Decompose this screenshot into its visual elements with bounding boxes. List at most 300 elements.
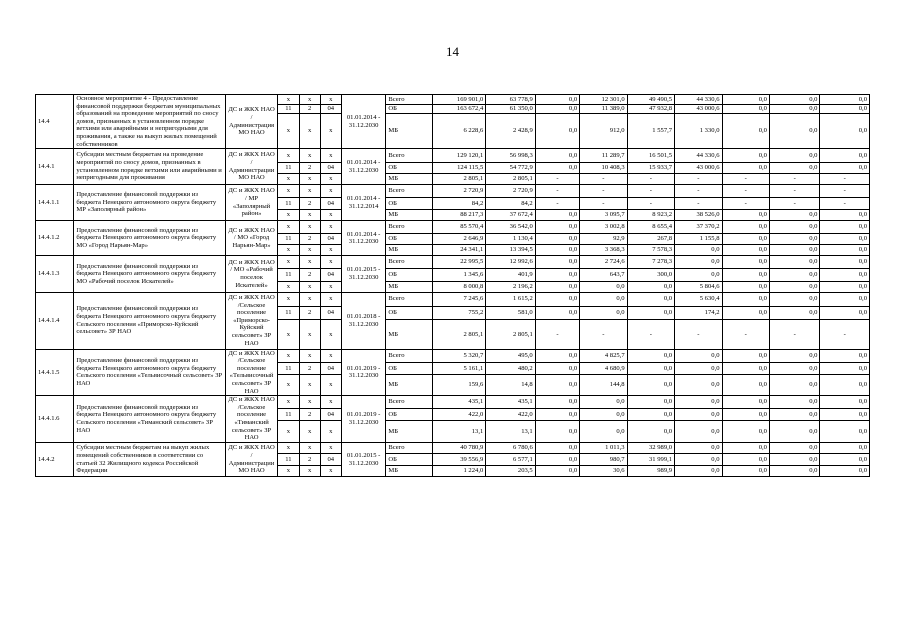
amount-cell: 0,0 (769, 210, 819, 221)
amount-cell: 0,0 (769, 221, 819, 234)
amount-cell: 6 577,1 (486, 454, 535, 466)
budget-code-cell: 11 (278, 454, 299, 466)
budget-code-cell: 04 (320, 198, 341, 210)
budget-code-cell: 11 (278, 408, 299, 420)
amount-cell: 3 002,8 (580, 221, 627, 234)
amount-cell: 0,0 (722, 245, 769, 256)
budget-code-cell: x (278, 221, 299, 234)
amount-cell: 480,2 (486, 363, 535, 375)
amount-cell: 0,0 (769, 269, 819, 282)
amount-cell: 2 724,6 (580, 256, 627, 269)
amount-cell: 129 120,1 (432, 149, 486, 163)
funding-source: Всего (386, 95, 432, 105)
amount-cell: 0,0 (722, 396, 769, 409)
amount-cell: 0,0 (627, 396, 674, 409)
row-executor: ДС и ЖКХ НАО / Администрации МО НАО (225, 442, 278, 477)
funding-source: ОБ (386, 363, 432, 375)
budget-code-cell: 11 (278, 233, 299, 245)
amount-cell: - (580, 185, 627, 198)
amount-cell: 980,7 (580, 454, 627, 466)
amount-cell: 24 341,1 (432, 245, 486, 256)
amount-cell: 0,0 (722, 104, 769, 114)
amount-cell: - (769, 320, 819, 350)
amount-cell: - (535, 198, 579, 210)
amount-cell: 0,0 (627, 349, 674, 363)
amount-cell: 0,0 (820, 396, 870, 409)
amount-cell: 0,0 (769, 363, 819, 375)
budget-code-cell: x (278, 256, 299, 269)
amount-cell: 0,0 (535, 349, 579, 363)
amount-cell: 5 320,7 (432, 349, 486, 363)
budget-code-cell: 04 (320, 269, 341, 282)
budget-code-cell: x (299, 320, 320, 350)
amount-cell: 0,0 (722, 375, 769, 396)
amount-cell: 0,0 (769, 292, 819, 306)
amount-cell: 0,0 (722, 281, 769, 292)
amount-cell: 0,0 (675, 375, 722, 396)
amount-cell: - (820, 185, 870, 198)
budget-code-cell: 2 (299, 162, 320, 174)
amount-cell: 0,0 (769, 420, 819, 442)
amount-cell: 6 780,6 (486, 442, 535, 454)
amount-cell: 0,0 (722, 233, 769, 245)
budget-code-cell: x (320, 95, 341, 105)
amount-cell: 0,0 (580, 292, 627, 306)
amount-cell: 0,0 (675, 465, 722, 477)
row-executor: ДС и ЖКХ НАО /Сельское поселение «Приморско-Куйский сельсовет» ЗР НАО (225, 292, 278, 349)
amount-cell: - (535, 174, 579, 185)
amount-cell: 0,0 (820, 210, 870, 221)
funding-source: ОБ (386, 408, 432, 420)
amount-cell: 4 680,9 (580, 363, 627, 375)
funding-source: МБ (386, 174, 432, 185)
budget-code-cell: x (278, 396, 299, 409)
amount-cell: 0,0 (627, 363, 674, 375)
amount-cell: - (580, 174, 627, 185)
amount-cell: 0,0 (580, 408, 627, 420)
amount-cell: 144,8 (580, 375, 627, 396)
row-name: Основное мероприятие 4 - Предоставление финансовой поддержки бюджетам муниципальных образований на проведение мероприятий по сносу домов, признанных в установленном порядке ветхими или аварийными и непригодными для проживания, а также на выкуп жилых помещений собственников (74, 95, 225, 149)
funding-source: Всего (386, 185, 432, 198)
amount-cell: 0,0 (820, 292, 870, 306)
amount-cell: 2 646,9 (432, 233, 486, 245)
amount-cell: - (769, 198, 819, 210)
amount-cell: 0,0 (535, 396, 579, 409)
budget-code-cell: x (278, 320, 299, 350)
amount-cell: 174,2 (675, 306, 722, 320)
amount-cell: 0,0 (535, 95, 579, 105)
amount-cell: 0,0 (820, 408, 870, 420)
budget-code-cell: 2 (299, 306, 320, 320)
amount-cell: 0,0 (769, 465, 819, 477)
amount-cell: 0,0 (535, 465, 579, 477)
amount-cell: 2 428,9 (486, 114, 535, 149)
amount-cell: - (580, 320, 627, 350)
funding-source: Всего (386, 256, 432, 269)
row-period: 01.01.2019 - 31.12.2030 (341, 349, 385, 396)
amount-cell: 0,0 (769, 114, 819, 149)
amount-cell: 0,0 (535, 420, 579, 442)
amount-cell: 0,0 (722, 269, 769, 282)
amount-cell: 124 115,5 (432, 162, 486, 174)
amount-cell: 0,0 (722, 149, 769, 163)
budget-code-cell: x (320, 210, 341, 221)
budget-code-cell: x (299, 221, 320, 234)
budget-code-cell: x (320, 320, 341, 350)
budget-code-cell: x (320, 375, 341, 396)
amount-cell: 0,0 (820, 95, 870, 105)
amount-cell: - (722, 198, 769, 210)
amount-cell: 0,0 (675, 256, 722, 269)
amount-cell: 300,0 (627, 269, 674, 282)
amount-cell: 912,0 (580, 114, 627, 149)
amount-cell: 0,0 (769, 256, 819, 269)
budget-code-cell: x (278, 114, 299, 149)
table-row (36, 95, 870, 105)
budget-code-cell: 11 (278, 104, 299, 114)
amount-cell: 0,0 (722, 465, 769, 477)
amount-cell: 2 805,1 (432, 320, 486, 350)
budget-code-cell: 2 (299, 104, 320, 114)
budget-code-cell: x (299, 292, 320, 306)
funding-source: МБ (386, 245, 432, 256)
amount-cell: 0,0 (769, 454, 819, 466)
amount-cell: 0,0 (820, 281, 870, 292)
budget-code-cell: x (320, 174, 341, 185)
amount-cell: 0,0 (820, 454, 870, 466)
amount-cell: 0,0 (722, 442, 769, 454)
amount-cell: 0,0 (535, 245, 579, 256)
row-code: 14.4.1 (36, 149, 74, 185)
row-name: Предоставление финансовой поддержки из бюджета Ненецкого автономного округа бюджету МР «Заполярный район» (74, 185, 225, 221)
budget-code-cell: 2 (299, 233, 320, 245)
amount-cell: 0,0 (535, 114, 579, 149)
amount-cell: 0,0 (769, 149, 819, 163)
amount-cell: - (820, 174, 870, 185)
funding-source: Всего (386, 149, 432, 163)
budget-code-cell: x (320, 442, 341, 454)
amount-cell: 37 672,4 (486, 210, 535, 221)
budget-code-cell: 04 (320, 454, 341, 466)
table-row (36, 185, 870, 198)
amount-cell: 0,0 (722, 162, 769, 174)
amount-cell: 267,8 (627, 233, 674, 245)
funding-source: ОБ (386, 269, 432, 282)
amount-cell: 31 999,1 (627, 454, 674, 466)
budget-code-cell: x (278, 149, 299, 163)
amount-cell: 39 556,9 (432, 454, 486, 466)
budget-code-cell: x (299, 375, 320, 396)
amount-cell: 643,7 (580, 269, 627, 282)
budget-code-cell: x (320, 185, 341, 198)
row-code: 14.4.1.2 (36, 221, 74, 256)
amount-cell: 8 655,4 (627, 221, 674, 234)
table-body (36, 95, 870, 477)
budget-code-cell: x (320, 245, 341, 256)
amount-cell: 47 932,8 (627, 104, 674, 114)
amount-cell: - (722, 320, 769, 350)
funding-source: МБ (386, 320, 432, 350)
amount-cell: 2 196,2 (486, 281, 535, 292)
amount-cell: 16 501,5 (627, 149, 674, 163)
row-executor: ДС и ЖКХ НАО /Сельское поселение «Тельвисочный сельсовет» ЗР НАО (225, 349, 278, 396)
amount-cell: 15 933,7 (627, 162, 674, 174)
amount-cell: 401,9 (486, 269, 535, 282)
amount-cell: 0,0 (820, 269, 870, 282)
amount-cell: 0,0 (769, 375, 819, 396)
amount-cell: - (769, 185, 819, 198)
amount-cell: - (627, 198, 674, 210)
amount-cell: 1 615,2 (486, 292, 535, 306)
amount-cell: 0,0 (820, 349, 870, 363)
amount-cell: 495,0 (486, 349, 535, 363)
amount-cell: 0,0 (675, 454, 722, 466)
amount-cell: 0,0 (769, 245, 819, 256)
budget-code-cell: 04 (320, 162, 341, 174)
amount-cell: 36 542,0 (486, 221, 535, 234)
amount-cell: 8 923,2 (627, 210, 674, 221)
amount-cell: 1 011,3 (580, 442, 627, 454)
amount-cell: 0,0 (675, 420, 722, 442)
amount-cell: 989,9 (627, 465, 674, 477)
budget-code-cell: x (320, 221, 341, 234)
amount-cell: 0,0 (535, 269, 579, 282)
budget-code-cell: x (278, 95, 299, 105)
amount-cell: 2 720,9 (432, 185, 486, 198)
budget-code-cell: x (320, 281, 341, 292)
budget-code-cell: x (299, 245, 320, 256)
amount-cell: 7 578,3 (627, 245, 674, 256)
amount-cell: 0,0 (535, 221, 579, 234)
amount-cell: - (675, 174, 722, 185)
amount-cell: 3 368,3 (580, 245, 627, 256)
table-row (36, 349, 870, 363)
table-row (36, 256, 870, 269)
budget-code-cell: x (278, 349, 299, 363)
amount-cell: 0,0 (722, 454, 769, 466)
funding-source: Всего (386, 396, 432, 409)
amount-cell: 63 778,9 (486, 95, 535, 105)
amount-cell: - (769, 174, 819, 185)
row-period: 01.01.2014 - 31.12.2014 (341, 185, 385, 221)
amount-cell: - (820, 320, 870, 350)
amount-cell: 0,0 (535, 149, 579, 163)
amount-cell: 5 804,6 (675, 281, 722, 292)
amount-cell: 1 557,7 (627, 114, 674, 149)
row-code: 14.4.1.6 (36, 396, 74, 443)
amount-cell: 14,8 (486, 375, 535, 396)
funding-source: Всего (386, 292, 432, 306)
budget-code-cell: x (299, 420, 320, 442)
funding-source: Всего (386, 442, 432, 454)
funding-source: МБ (386, 114, 432, 149)
funding-source: Всего (386, 349, 432, 363)
budget-code-cell: x (320, 149, 341, 163)
amount-cell: 0,0 (820, 162, 870, 174)
amount-cell: 0,0 (820, 114, 870, 149)
amount-cell: 30,6 (580, 465, 627, 477)
budget-code-cell: 11 (278, 269, 299, 282)
row-executor: ДС и ЖКХ НАО / Администрация МО НАО (225, 95, 278, 149)
amount-cell: - (675, 320, 722, 350)
amount-cell: 435,1 (432, 396, 486, 409)
amount-cell: 0,0 (769, 281, 819, 292)
amount-cell: 13 394,5 (486, 245, 535, 256)
amount-cell: 5 161,1 (432, 363, 486, 375)
funding-source: ОБ (386, 306, 432, 320)
budget-code-cell: x (320, 114, 341, 149)
row-code: 14.4.2 (36, 442, 74, 477)
amount-cell: 1 155,8 (675, 233, 722, 245)
budget-code-cell: x (278, 210, 299, 221)
amount-cell: 0,0 (820, 363, 870, 375)
budget-code-cell: x (299, 349, 320, 363)
amount-cell: - (627, 320, 674, 350)
amount-cell: 7 278,3 (627, 256, 674, 269)
amount-cell: 0,0 (535, 210, 579, 221)
amount-cell: 0,0 (722, 408, 769, 420)
budget-code-cell: 04 (320, 104, 341, 114)
amount-cell: - (627, 185, 674, 198)
amount-cell: 43 000,6 (675, 104, 722, 114)
amount-cell: 0,0 (722, 292, 769, 306)
row-name: Предоставление финансовой поддержки из бюджета Ненецкого автономного округа бюджету Сельского поселения «Тиманский сельсовет» ЗР НАО (74, 396, 225, 443)
row-executor: ДС и ЖКХ НАО / МР «Заполярный район» (225, 185, 278, 221)
amount-cell: 0,0 (580, 420, 627, 442)
amount-cell: 2 720,9 (486, 185, 535, 198)
amount-cell: 84,2 (486, 198, 535, 210)
amount-cell: 0,0 (820, 233, 870, 245)
amount-cell: 2 805,1 (486, 174, 535, 185)
amount-cell: 0,0 (627, 375, 674, 396)
amount-cell: 0,0 (535, 363, 579, 375)
amount-cell: 1 130,4 (486, 233, 535, 245)
amount-cell: 435,1 (486, 396, 535, 409)
budget-code-cell: x (278, 442, 299, 454)
budget-code-cell: x (299, 114, 320, 149)
row-period: 01.01.2014 - 31.12.2030 (341, 95, 385, 149)
amount-cell: 0,0 (535, 256, 579, 269)
row-name: Субсидии местным бюджетам на проведение мероприятий по сносу домов, признанных в установленном порядке ветхими или аварийными и непригодными для проживания (74, 149, 225, 185)
amount-cell: 0,0 (535, 104, 579, 114)
amount-cell: 6 228,6 (432, 114, 486, 149)
amount-cell: 0,0 (675, 269, 722, 282)
budget-code-cell: x (278, 174, 299, 185)
amount-cell: 44 330,6 (675, 95, 722, 105)
amount-cell: 0,0 (769, 162, 819, 174)
amount-cell: 0,0 (722, 256, 769, 269)
amount-cell: - (675, 198, 722, 210)
amount-cell: 54 772,9 (486, 162, 535, 174)
budget-code-cell: 2 (299, 363, 320, 375)
row-period: 01.01.2014 - 31.12.2030 (341, 221, 385, 256)
amount-cell: 0,0 (769, 396, 819, 409)
funding-source: ОБ (386, 104, 432, 114)
budget-code-cell: x (299, 210, 320, 221)
amount-cell: - (722, 185, 769, 198)
amount-cell: 0,0 (820, 420, 870, 442)
amount-cell: 44 330,6 (675, 149, 722, 163)
amount-cell: - (675, 185, 722, 198)
table-row (36, 396, 870, 409)
amount-cell: 11 289,7 (580, 149, 627, 163)
budget-code-cell: x (299, 465, 320, 477)
amount-cell: 0,0 (535, 454, 579, 466)
amount-cell: 12 992,6 (486, 256, 535, 269)
amount-cell: 169 901,0 (432, 95, 486, 105)
amount-cell: 0,0 (722, 221, 769, 234)
amount-cell: 0,0 (820, 256, 870, 269)
budget-code-cell: x (320, 465, 341, 477)
amount-cell: 1 345,6 (432, 269, 486, 282)
budget-code-cell: 11 (278, 162, 299, 174)
budget-code-cell: x (278, 420, 299, 442)
funding-source: ОБ (386, 162, 432, 174)
budget-code-cell: 04 (320, 233, 341, 245)
row-period: 01.01.2015 - 31.12.2030 (341, 256, 385, 293)
amount-cell: 0,0 (535, 442, 579, 454)
row-name: Предоставление финансовой поддержки из бюджета Ненецкого автономного округа бюджету МО «Город Нарьян-Мар» (74, 221, 225, 256)
budget-code-cell: 11 (278, 198, 299, 210)
amount-cell: 0,0 (675, 396, 722, 409)
amount-cell: 11 389,0 (580, 104, 627, 114)
amount-cell: 0,0 (535, 281, 579, 292)
amount-cell: - (535, 185, 579, 198)
amount-cell: 88 217,3 (432, 210, 486, 221)
table-row (36, 292, 870, 306)
budget-code-cell: 11 (278, 363, 299, 375)
budget-code-cell: x (299, 95, 320, 105)
row-code: 14.4.1.3 (36, 256, 74, 293)
amount-cell: - (722, 174, 769, 185)
amount-cell: 0,0 (627, 292, 674, 306)
funding-source: МБ (386, 210, 432, 221)
amount-cell: 0,0 (535, 162, 579, 174)
amount-cell: 0,0 (769, 95, 819, 105)
budget-code-cell: x (320, 292, 341, 306)
amount-cell: 0,0 (722, 114, 769, 149)
amount-cell: 0,0 (722, 210, 769, 221)
budget-code-cell: x (299, 174, 320, 185)
amount-cell: 0,0 (769, 349, 819, 363)
amount-cell: 422,0 (432, 408, 486, 420)
budget-table (35, 94, 870, 477)
amount-cell: 37 370,2 (675, 221, 722, 234)
amount-cell: - (580, 198, 627, 210)
budget-code-cell: x (320, 396, 341, 409)
amount-cell: 0,0 (675, 363, 722, 375)
budget-code-cell: x (278, 465, 299, 477)
amount-cell: 0,0 (820, 375, 870, 396)
amount-cell: 0,0 (769, 306, 819, 320)
amount-cell: 13,1 (432, 420, 486, 442)
row-name: Предоставление финансовой поддержки из бюджета Ненецкого автономного округа бюджету Сельского поселения «Приморско-Куйский сельсовет» ЗР НАО (74, 292, 225, 349)
budget-code-cell: x (320, 420, 341, 442)
budget-code-cell: x (278, 292, 299, 306)
amount-cell: 0,0 (535, 375, 579, 396)
amount-cell: 32 989,0 (627, 442, 674, 454)
row-code: 14.4.1.4 (36, 292, 74, 349)
amount-cell: 0,0 (820, 306, 870, 320)
amount-cell: 2 805,1 (486, 320, 535, 350)
amount-cell: 0,0 (722, 95, 769, 105)
amount-cell: 0,0 (627, 408, 674, 420)
amount-cell: - (535, 320, 579, 350)
amount-cell: 0,0 (627, 281, 674, 292)
budget-code-cell: 2 (299, 198, 320, 210)
amount-cell: 0,0 (820, 245, 870, 256)
row-executor: ДС и ЖКХ НАО /Сельское поселение «Тиманский сельсовет» ЗР НАО (225, 396, 278, 443)
